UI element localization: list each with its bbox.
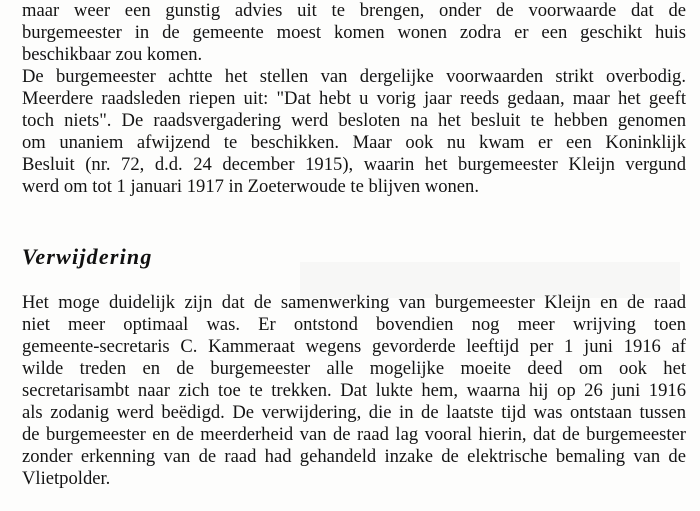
paragraph-3-line: niet meer optimaal was. Er ontstond bovendien nog meer wrijving toen	[22, 314, 686, 335]
paragraph-3-line: zonder erkenning van de raad had gehandeld inzake de elektrische bemaling van de	[22, 446, 686, 467]
paragraph-1-line: burgemeester in de gemeente moest komen wonen zodra er een geschikt huis	[22, 22, 686, 43]
paragraph-2-line: De burgemeester achtte het stellen van dergelijke voorwaarden strikt overbodig.	[22, 66, 686, 87]
paragraph-2-line: om unaniem afwijzend te beschikken. Maar ook nu kwam er een Koninklijk	[22, 132, 686, 153]
paragraph-3-line: Het moge duidelijk zijn dat de samenwerking van burgemeester Kleijn en de raad	[22, 292, 686, 313]
paragraph-3-line: als zodanig werd beëdigd. De verwijdering, die in de laatste tijd was ontstaan tussen	[22, 402, 686, 423]
paragraph-3-line: gemeente-secretaris C. Kammeraat wegens gevorderde leeftijd per 1 juni 1916 af	[22, 336, 686, 357]
paragraph-2-line: toch niets". De raadsvergadering werd besloten na het besluit te hebben genomen	[22, 110, 686, 131]
paragraph-3-line: Vlietpolder.	[22, 468, 111, 489]
paragraph-2-line: Besluit (nr. 72, d.d. 24 december 1915), waarin het burgemeester Kleijn vergund	[22, 154, 686, 175]
paragraph-3-line: de burgemeester en de meerderheid van de raad lag vooral hierin, dat de burgemeester	[22, 424, 686, 445]
paragraph-3-line: wilde treden en de burgemeester alle mogelijke moeite deed om ook het	[22, 358, 686, 379]
paragraph-3-line: secretarisambt naar zich toe te trekken. Dat lukte hem, waarna hij op 26 juni 1916	[22, 380, 686, 401]
paragraph-2-line: Meerdere raadsleden riepen uit: "Dat hebt u vorig jaar reeds gedaan, maar het geeft	[22, 88, 686, 109]
paragraph-1-line: beschikbaar zou komen.	[22, 44, 203, 65]
paragraph-1-line: maar weer een gunstig advies uit te brengen, onder de voorwaarde dat de	[22, 0, 686, 21]
section-heading: Verwijdering	[22, 244, 153, 269]
paragraph-2-line: werd om tot 1 januari 1917 in Zoeterwoude te blijven wonen.	[22, 176, 479, 197]
